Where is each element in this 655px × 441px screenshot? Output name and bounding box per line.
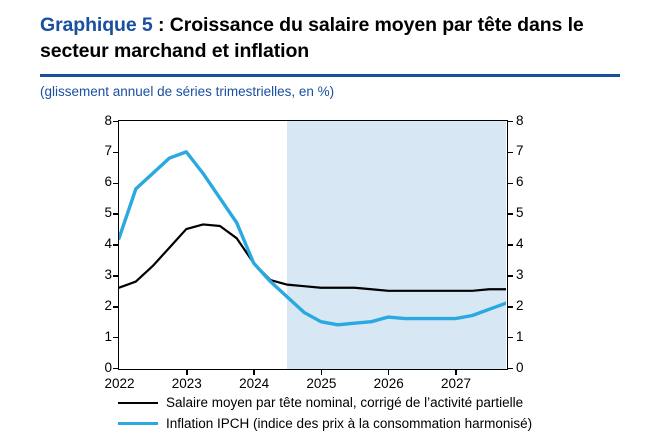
x-tickmark (388, 370, 390, 375)
y-tickmark (508, 244, 513, 246)
y-tick-label-right: 6 (516, 174, 524, 190)
y-tickmark (113, 183, 118, 185)
legend-item (0, 413, 655, 434)
x-tickmark (186, 370, 188, 375)
chart-area (0, 108, 655, 391)
y-tick-label-right: 5 (516, 205, 524, 221)
y-tick-label-right: 4 (516, 236, 524, 251)
series-line (119, 224, 506, 290)
y-tickmark (113, 368, 118, 370)
x-tickmark (253, 370, 255, 375)
chart-subtitle: (glissement annuel de séries trimestrielles, en %) (40, 84, 335, 99)
y-tickmark (113, 152, 118, 154)
y-tick-label-left: 8 (104, 112, 112, 128)
y-tick-label-right: 1 (516, 328, 524, 344)
y-tick-label-left: 2 (104, 297, 112, 313)
legend-swatch (118, 402, 158, 404)
chart-legend (0, 392, 655, 434)
y-tick-label-right: 7 (516, 143, 524, 159)
y-tickmark (508, 368, 513, 370)
title-divider (40, 74, 620, 77)
legend-swatch (118, 422, 158, 425)
y-tickmark (508, 183, 513, 185)
page-title (40, 12, 620, 64)
x-tick-label: 2023 (171, 376, 202, 391)
y-tickmark (508, 337, 513, 339)
y-tick-label-left: 1 (104, 328, 112, 344)
x-tick-label: 2026 (373, 376, 404, 391)
x-tick-label: 2027 (440, 376, 472, 391)
title-rest: : Croissance du salaire moyen par tête dans le secteur marchand et inflation (40, 14, 584, 62)
legend-label: Salaire moyen par tête nominal, corrigé de l’activité partielle (166, 395, 524, 410)
y-tick-label-right: 2 (516, 297, 524, 313)
y-tickmark (113, 121, 118, 123)
legend-label: Inflation IPCH (indice des prix à la consommation harmonisé) (166, 416, 533, 431)
x-tick-label: 2022 (104, 376, 135, 391)
title-accent: Graphique 5 (40, 14, 153, 36)
y-tickmark (113, 244, 118, 246)
y-tickmark (113, 213, 118, 215)
x-tickmark (321, 370, 323, 375)
y-tickmark (508, 152, 513, 154)
plot-frame (118, 120, 508, 370)
y-tickmark (508, 121, 513, 123)
x-tick-label: 2024 (239, 376, 270, 391)
y-tickmark (508, 213, 513, 215)
y-tickmark (113, 306, 118, 308)
y-tick-label-left: 4 (104, 236, 112, 251)
series-lines (119, 121, 506, 368)
x-tick-label: 2025 (306, 376, 337, 391)
legend-item (0, 392, 655, 413)
y-tick-label-right: 3 (516, 266, 524, 282)
x-tickmark (455, 370, 457, 375)
y-tickmark (113, 275, 118, 277)
y-tick-label-right: 0 (516, 359, 524, 375)
y-tick-label-left: 0 (104, 359, 112, 375)
y-tickmark (508, 275, 513, 277)
y-tickmark (508, 306, 513, 308)
y-tick-label-right: 8 (516, 112, 524, 128)
y-tick-label-left: 6 (104, 174, 112, 190)
y-tickmark (113, 337, 118, 339)
y-tick-label-left: 5 (104, 205, 112, 221)
y-tick-label-left: 7 (104, 143, 112, 159)
y-tick-label-left: 3 (104, 266, 112, 282)
